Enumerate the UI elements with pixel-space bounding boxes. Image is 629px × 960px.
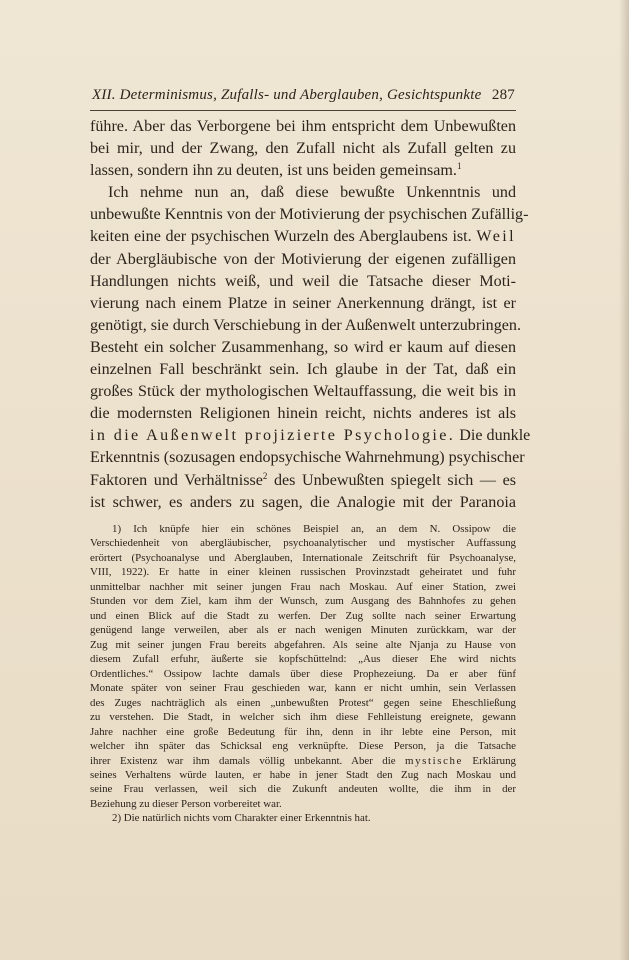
text-line: vierung nach einem Platze in seiner Anerkennung drängt, ist er xyxy=(90,294,516,312)
footnote-ref: 2 xyxy=(262,470,268,481)
footnote-line: und einen Blick auf die Stadt zu werfen. Der Zug sollte nach seiner Erwartung xyxy=(90,609,516,622)
footnote-line: welcher ihn später das Schicksal eng verknüpfte. Diese Person, ja die Tatsache xyxy=(90,740,516,753)
footnote-line: zu verstehen. Die Stadt, in welcher sich ihm diese Fehlleistung ereignete, gewann xyxy=(90,711,516,724)
text-line: der Abergläubische von der Motivierung der eigenen zufälligen xyxy=(90,250,516,268)
chapter-title: XII. Determinismus, Zufalls- und Aberglauben, Gesichtspunkte xyxy=(92,87,482,103)
footnote-line: diesem Zufall erfuhr, äußerte sie kopfschüttelnd: „Aus dieser Ehe wird nichts xyxy=(90,653,516,666)
footnote-line: Zug mit seiner jungen Frau bereits abgefahren. Als seine alte Njanja zu Hause von xyxy=(90,638,516,651)
text-line: führe. Aber das Verborgene bei ihm entspricht dem Unbewußten xyxy=(90,118,516,135)
text-line: Erkenntnis (sozusagen endopsychische Wahrnehmung) psychischer xyxy=(90,449,525,467)
header-rule xyxy=(90,110,516,111)
footnote-line: VIII, 1922). Er hatte in einer kleinen russischen Provinzstadt geheiratet und fuhr xyxy=(90,566,516,579)
footnote-line: Beziehung zu dieser Person vorbereitet war. xyxy=(90,797,282,810)
footnote-line: des Zuges nachträglich als einen „unbewußten Protest“ gegen seine Eheschließung xyxy=(90,696,516,709)
footnote-ref: 1 xyxy=(456,161,462,172)
text-line: Handlungen nichts weiß, und weil die Tatsache dieser Moti- xyxy=(90,272,516,290)
text-line: großes Stück der mythologischen Weltauffassung, die weit bis in xyxy=(90,383,516,401)
text-line: die modernsten Religionen hinein reicht, nichts anderes ist als xyxy=(90,405,516,423)
footnote-line: 1) Ich knüpfe hier ein schönes Beispiel an, an dem N. Ossipow die xyxy=(112,523,516,535)
text-line: Besteht ein solcher Zusammenhang, so wird er kaum auf diesen xyxy=(90,338,516,356)
text-line: ist schwer, es anders zu sagen, die Analogie mit der Paranoia xyxy=(90,493,516,511)
text-line: unbewußte Kenntnis von der Motivierung der psychischen Zufällig- xyxy=(90,206,529,224)
page-edge-shadow xyxy=(619,0,629,960)
footnote-line: Ordentliches.“ Ossipow lachte damals über diese Prophezeiung. Da er aber fünf xyxy=(90,667,516,680)
text-line: genötigt, sie durch Verschiebung in der Außenwelt unterzubringen. xyxy=(90,316,521,334)
footnote-line: Monate später von seiner Frau geschieden war, kann er nicht umhin, sein Verlassen xyxy=(90,682,516,695)
main-text xyxy=(90,116,531,514)
spaced-phrase: in die Außenwelt projizierte Psychologie. xyxy=(90,427,456,445)
footnote-line: seine Frau verlassen, weil sich die Zukunft andeuten wollte, die ihm in der xyxy=(90,783,516,796)
footnotes xyxy=(90,522,516,826)
footnote-line: 2) Die natürlich nichts vom Charakter einer Erkenntnis hat. xyxy=(112,812,371,825)
text-line: lassen, sondern ihn zu deuten, ist uns beiden gemeinsam.$^1$ xyxy=(90,161,462,180)
text-line: einzelnen Fall beschränkt sein. Ich glaube in der Tat, daß ein xyxy=(90,361,516,379)
text-line: Faktoren und Verhältnisse$^2$ des Unbewußten spiegelt sich — es xyxy=(90,470,517,489)
spaced-word: Weil xyxy=(476,228,516,246)
footnote-line: ihrer Existenz war ihm damals völlig unbekannt. Aber die mystische Erklärung xyxy=(90,754,516,767)
text-line: bei mir, und der Zwang, den Zufall nicht als Zufall gelten zu xyxy=(90,140,516,158)
footnote-line: Jahre nachher eine große Bedeutung für ihn, denn in ihr lebte eine Person, mit xyxy=(90,725,516,738)
text-line: Ich nehme nun an, daß diese bewußte Unkenntnis und xyxy=(108,184,516,202)
text-line: keiten eine der psychischen Wurzeln des Aberglaubens ist. Weil xyxy=(90,228,516,246)
footnote-line: Verschiedenheit von abergläubischer, psychoanalytischer und mystischer Auffassung xyxy=(90,537,516,550)
footnote-line: genügend lange verweilen, aber als er nach wenigen Minuten zurückkam, war der xyxy=(90,624,516,637)
footnote-line: Stunden vor dem Ziel, kam ihm der Wunsch, zum Ausgang des Bahnhofes zu gehen xyxy=(90,595,516,608)
footnote-line: erörtert (Psychoanalyse und Aberglauben, Internationale Zeitschrift für Psychoanalyse, xyxy=(90,551,516,564)
spaced-word: mystische xyxy=(405,754,463,767)
text-line: in die Außenwelt projizierte Psychologie. Die dunkle xyxy=(90,427,531,445)
running-header xyxy=(92,87,515,109)
footnote-line: unmittelbar nachher mit seiner jungen Frau nach Moskau. Auf einer Station, zwei xyxy=(90,580,516,593)
footnote-line: seines Verhaltens würde lauten, er habe in jener Stadt den Zug nach Moskau und xyxy=(90,768,516,781)
page-number: 287 xyxy=(491,87,515,103)
